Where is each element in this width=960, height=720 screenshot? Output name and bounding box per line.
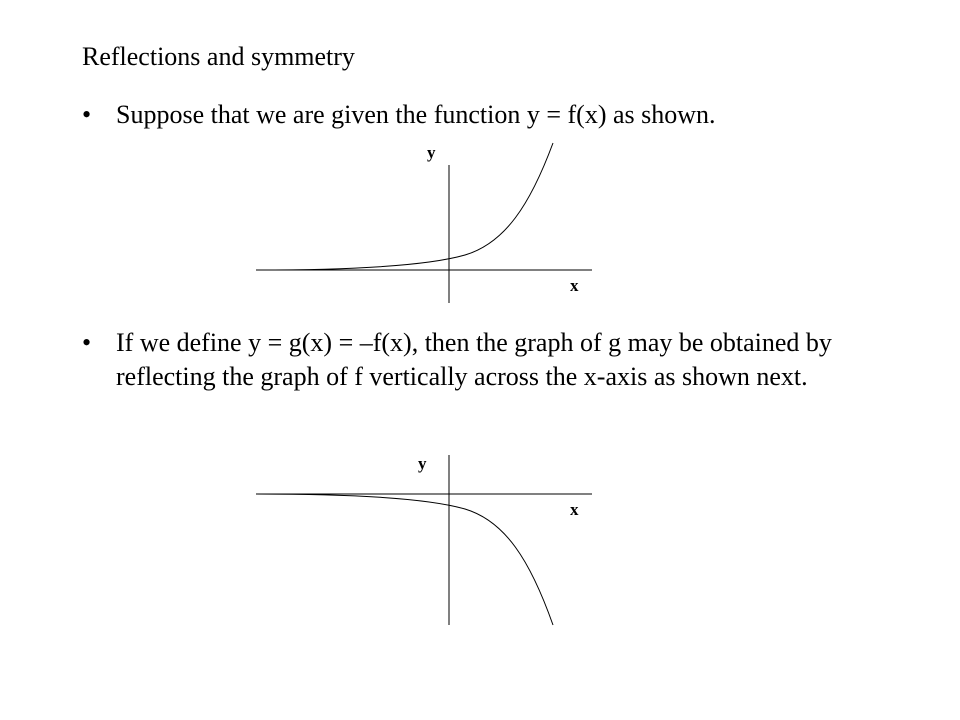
bullet-marker: • xyxy=(82,328,92,357)
x-axis-label: x xyxy=(570,500,579,519)
bullet-marker: • xyxy=(82,100,92,129)
y-axis-label: y xyxy=(427,143,436,162)
bullet-text-1: Suppose that we are given the function y = f(x) as shown. xyxy=(116,100,716,129)
curve-g xyxy=(256,494,553,625)
bullet-text-2: If we define y = g(x) = –f(x), then the graph of g may be obtained by reflecting the graph of f vertically across the x-axis as shown next. xyxy=(116,328,832,391)
y-axis-label: y xyxy=(418,454,427,473)
x-axis-label: x xyxy=(570,276,579,295)
slide-title: Reflections and symmetry xyxy=(82,42,355,71)
